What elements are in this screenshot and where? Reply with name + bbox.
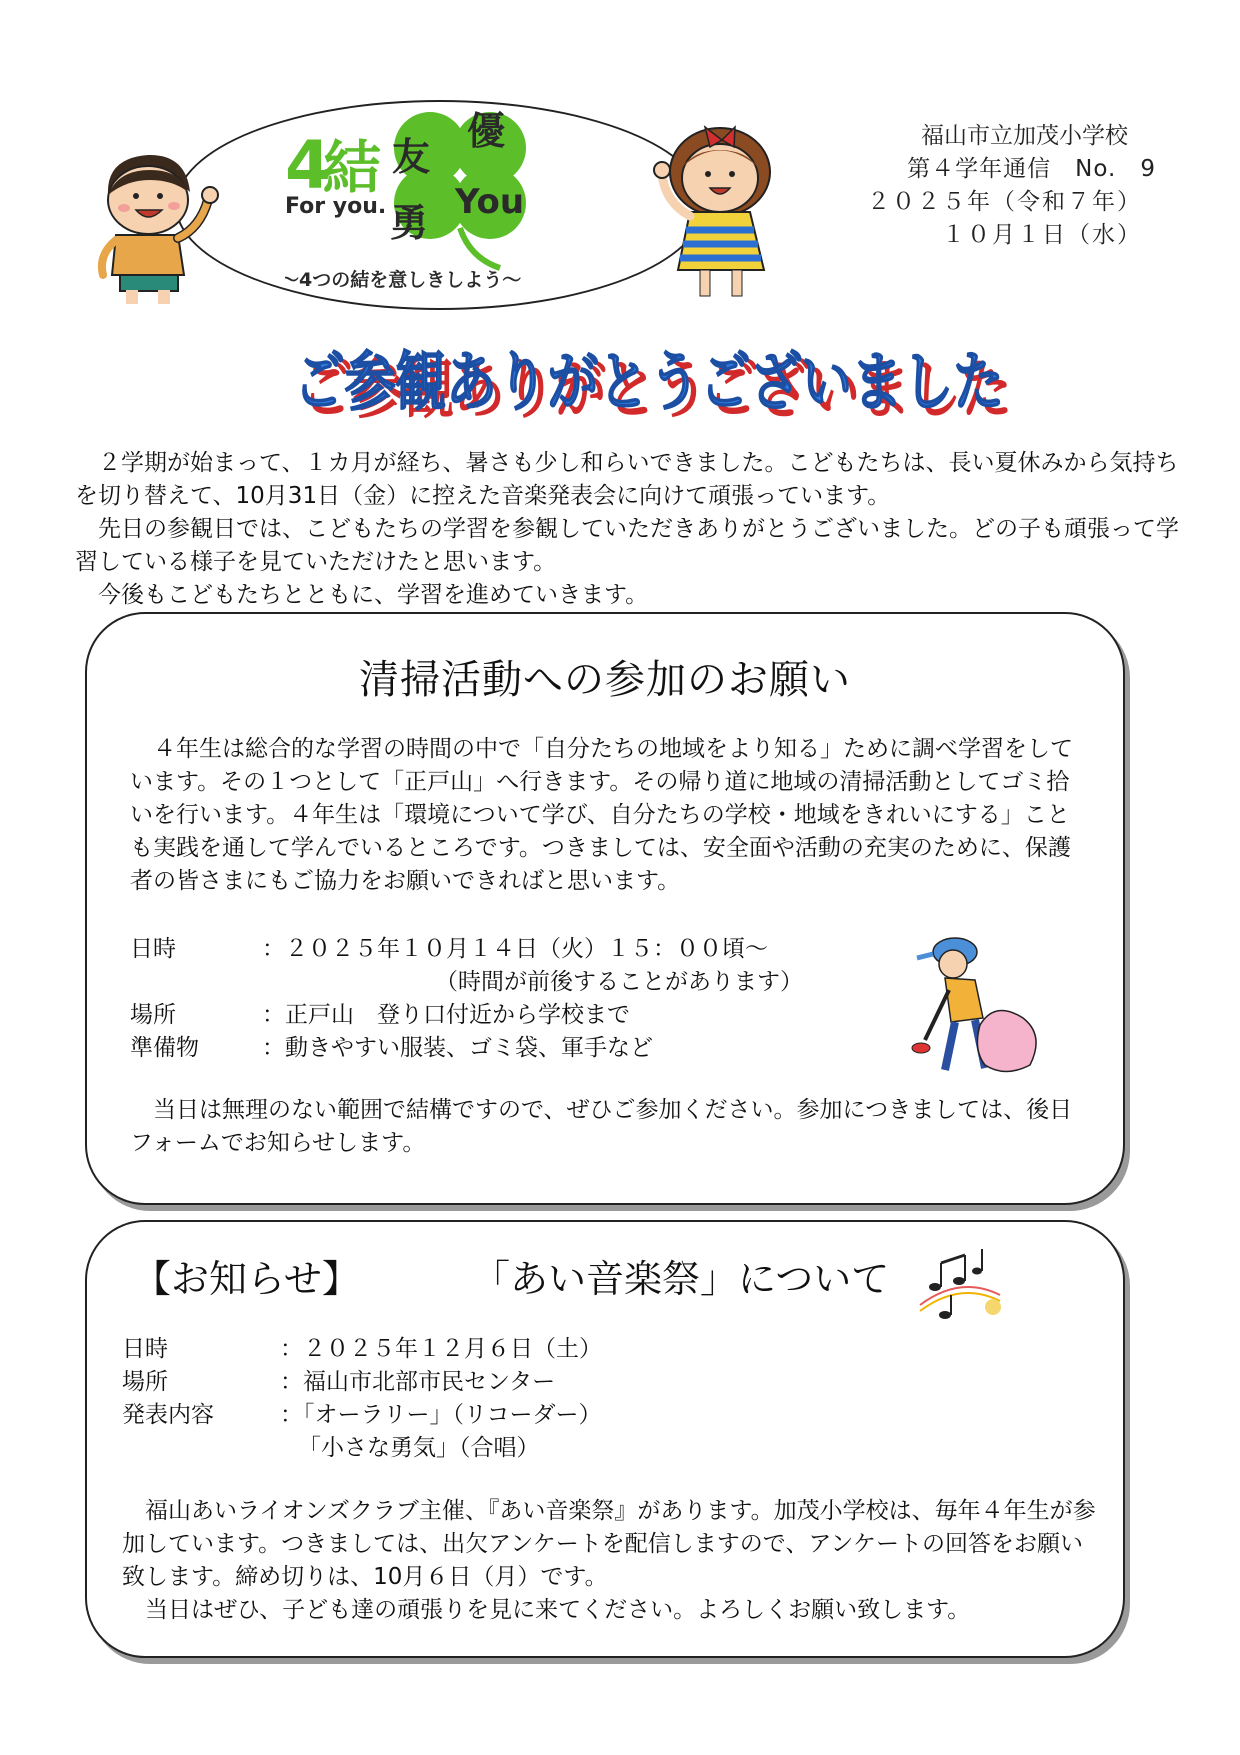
cleanup-datetime-value: ：２０２５年１０月１４日（火）１５：００頃〜 bbox=[262, 936, 768, 962]
concert-place-value: ：福山市北部市民センター bbox=[280, 1369, 556, 1395]
boy-illustration bbox=[78, 140, 228, 305]
headline bbox=[290, 322, 1030, 432]
concert-paragraph: 福山あいライオンズクラブ主催、『あい音楽祭』があります。加茂小学校は、毎年４年生が参加しています。つきましては、出欠アンケートを配信しますので、アンケートの回答をお願い致します。締め切りは、10月６日（月）です。 bbox=[122, 1498, 1096, 1590]
concert-place-label: 場所 bbox=[122, 1369, 168, 1395]
cleanup-body bbox=[130, 733, 1090, 898]
headline-shadow: ご参観ありがとうございました bbox=[302, 354, 1012, 428]
cleanup-datetime-row bbox=[130, 933, 930, 966]
school-name: 福山市立加茂小学校 bbox=[921, 123, 1128, 149]
concert-datetime-label: 日時 bbox=[122, 1336, 168, 1362]
cleanup-items-row bbox=[130, 1032, 930, 1065]
cleanup-details bbox=[130, 933, 930, 1065]
concert-program-label: 発表内容 bbox=[122, 1402, 214, 1428]
cleanup-paragraph: ４年生は総合的な学習の時間の中で「自分たちの地域をより知る」ために調べ学習をしています。その１つとして「正戸山」へ行きます。その帰り道に地域の清掃活動としてゴミ拾いを行います。４年生は「環境について学び、自分たちの学校・地域をきれいにする」ことも実践を通して学んでいるところです。つきましては、安全面や活動の充実のために、保護者の皆さまにもご協力をお願いできればと思います。 bbox=[130, 736, 1073, 894]
concert-datetime-value: ：２０２５年１２月６日（土） bbox=[280, 1336, 602, 1362]
logo-for-you: For you. bbox=[285, 194, 387, 219]
concert-program-row-2 bbox=[122, 1432, 822, 1465]
intro-paragraphs bbox=[75, 447, 1185, 612]
cleanup-place-value: ：正戸山 登り口付近から学校まで bbox=[262, 1002, 630, 1028]
logo-tagline: 〜4つの結を意しきしよう〜 bbox=[285, 269, 522, 291]
concert-details bbox=[122, 1333, 822, 1465]
logo-number: 4 bbox=[285, 127, 331, 204]
logo-kanji-main: 結 bbox=[323, 134, 382, 202]
notice-label: 【お知らせ】 bbox=[133, 1257, 360, 1301]
cleanup-place-row bbox=[130, 999, 930, 1032]
music-notes-icon bbox=[915, 1245, 1005, 1325]
cleanup-items-value: ：動きやすい服装、ゴミ袋、軍手など bbox=[262, 1035, 653, 1061]
cleanup-items-label: 準備物 bbox=[130, 1035, 199, 1061]
cleanup-place-label: 場所 bbox=[130, 1002, 176, 1028]
concert-program-row bbox=[122, 1399, 822, 1432]
intro-paragraph-1: ２学期が始まって、１カ月が経ち、暑さも少し和らいできました。こどもたちは、長い夏休みから気持ちを切り替えて、10月31日（金）に控えた音楽発表会に向けて頑張っています。 bbox=[75, 450, 1179, 509]
logo-kanji-kind: 優 bbox=[467, 109, 506, 153]
concert-place-row bbox=[122, 1366, 822, 1399]
logo-kanji-brave: 勇 bbox=[390, 201, 429, 245]
logo-kanji-friend: 友 bbox=[392, 135, 431, 179]
issue-date: １０月１日（水） bbox=[942, 222, 1142, 248]
logo bbox=[285, 108, 605, 298]
cleanup-child-illustration bbox=[905, 930, 1045, 1080]
cleanup-datetime-note-row bbox=[130, 966, 930, 999]
girl-illustration bbox=[650, 112, 800, 302]
concert-closing: 当日はぜひ、子ども達の頑張りを見に来てください。よろしくお願い致します。 bbox=[145, 1597, 971, 1623]
concert-program-value-1: ：「オーラリー」（リコーダー） bbox=[280, 1402, 602, 1428]
clover-icon bbox=[285, 108, 605, 298]
intro-paragraph-2: 先日の参観日では、こどもたちの学習を参観していただきありがとうございました。どの子も頑張って学習している様子を見ていただけたと思います。 bbox=[75, 516, 1179, 575]
cleanup-closing-paragraph: 当日は無理のない範囲で結構ですので、ぜひご参加ください。参加につきましては、後日フォームでお知らせします。 bbox=[130, 1097, 1073, 1156]
logo-you: You bbox=[455, 182, 525, 222]
newsletter-number: 第４学年通信 No. 9 bbox=[907, 156, 1156, 182]
cleanup-closing bbox=[130, 1094, 1090, 1160]
concert-datetime-row bbox=[122, 1333, 822, 1366]
concert-program-value-2: 「小さな勇気」（合唱） bbox=[298, 1435, 540, 1461]
issue-year: ２０２５年（令和７年） bbox=[867, 189, 1142, 215]
concert-title: 「あい音楽祭」について bbox=[472, 1257, 890, 1301]
cleanup-datetime-label: 日時 bbox=[130, 936, 176, 962]
headline-text: ご参観ありがとうございました bbox=[294, 346, 1004, 420]
intro-paragraph-3: 今後もこどもたちとともに、学習を進めていきます。 bbox=[98, 582, 649, 608]
cleanup-title: 清掃活動への参加のお願い bbox=[359, 657, 851, 703]
concert-body bbox=[122, 1495, 1097, 1627]
cleanup-datetime-note: （時間が前後することがあります） bbox=[435, 969, 803, 995]
